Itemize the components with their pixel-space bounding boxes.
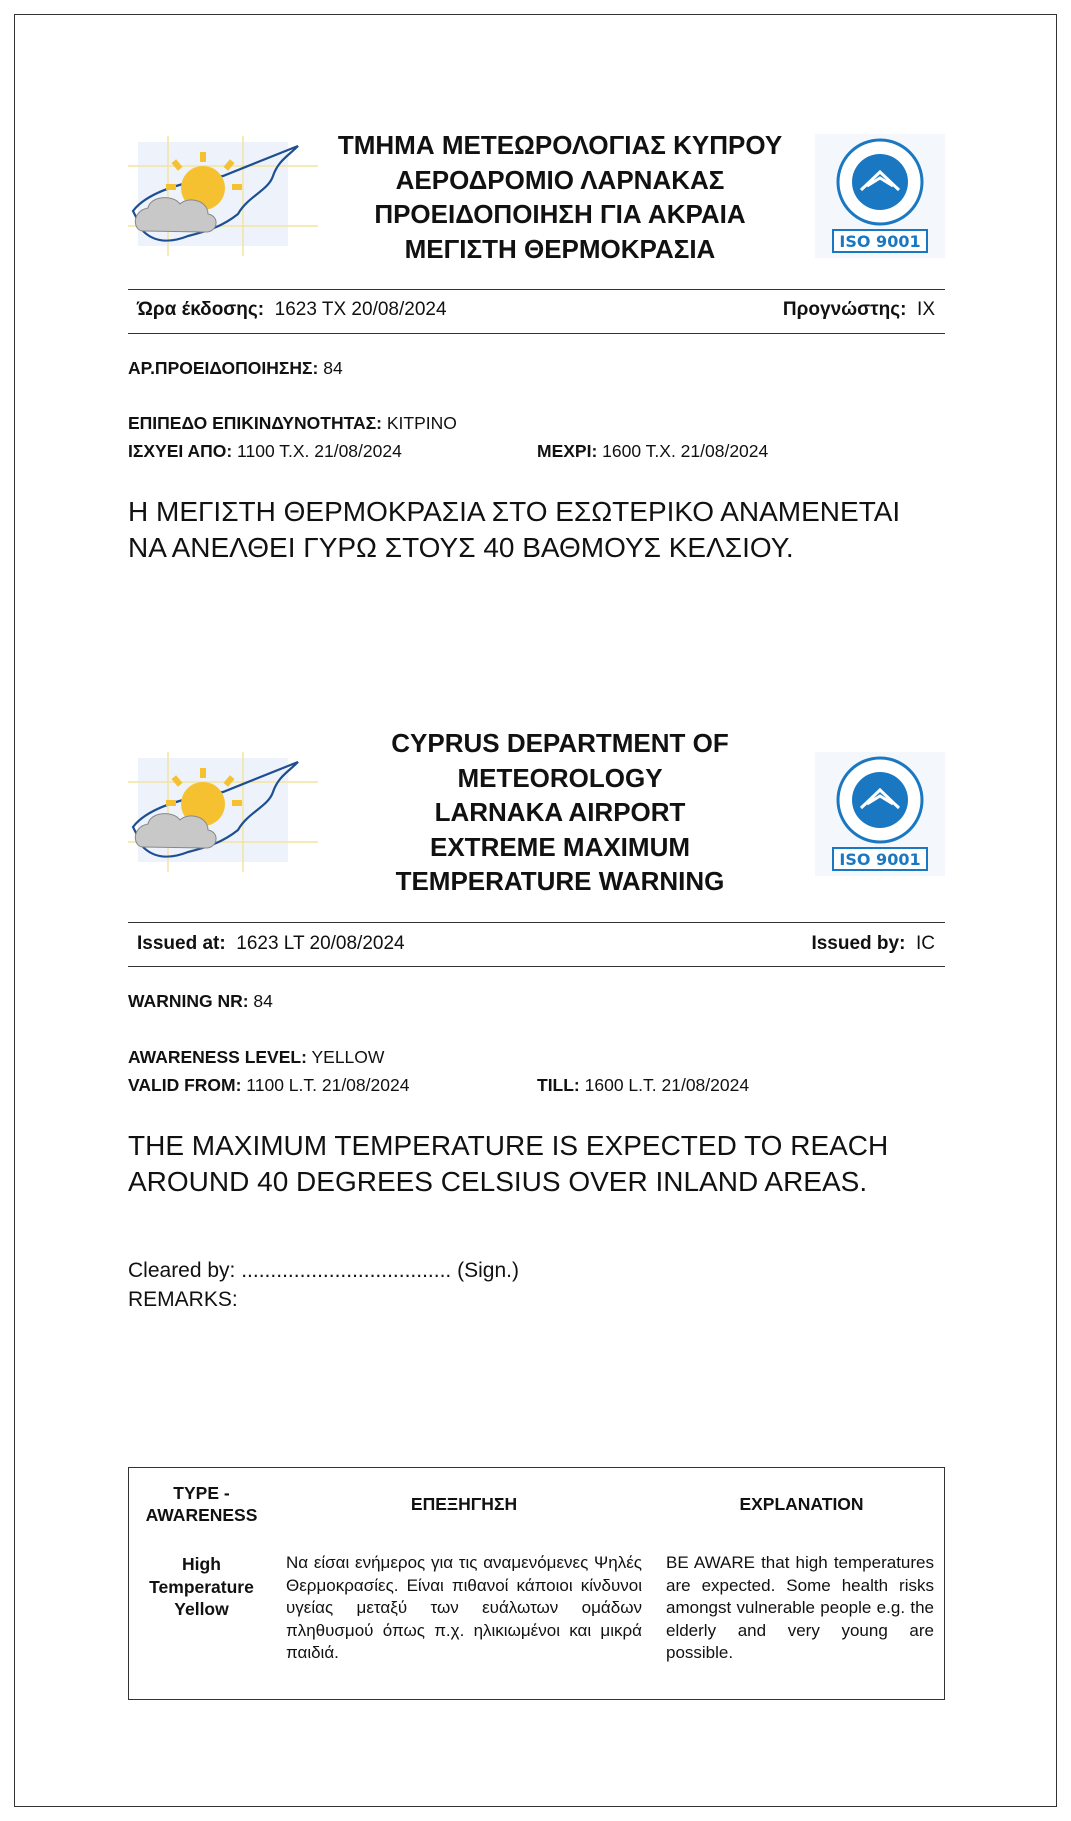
type-line: Temperature <box>149 1576 254 1597</box>
greek-level <box>128 413 457 434</box>
message-line: AROUND 40 DEGREES CELSIUS OVER INLAND AREAS. <box>128 1166 868 1197</box>
english-till <box>537 1075 749 1096</box>
till-label: ΜΕΧΡΙ: <box>537 441 598 461</box>
header-rule-bottom <box>128 333 945 334</box>
type-line: Yellow <box>174 1599 229 1619</box>
awareness-table <box>128 1467 945 1700</box>
level-label: ΕΠΙΠΕΔΟ ΕΠΙΚΙΝΔΥΝΟΤΗΤΑΣ: <box>128 413 382 433</box>
message-line: ΝΑ ΑΝΕΛΘΕΙ ΓΥΡΩ ΣΤΟΥΣ 40 ΒΑΘΜΟΥΣ ΚΕΛΣΙΟΥ. <box>128 532 794 563</box>
header-line: TYPE - <box>173 1483 230 1503</box>
english-valid-from <box>128 1075 409 1096</box>
title-line: METEOROLOGY <box>457 762 663 793</box>
issued-label: Ώρα έκδοσης: <box>137 299 265 320</box>
cyprus-met-logo <box>128 136 318 256</box>
message-line: Η ΜΕΓΙΣΤΗ ΘΕΡΜΟΚΡΑΣΙΑ ΣΤΟ ΕΣΩΤΕΡΙΚΟ ΑΝΑΜΕΝΕΤΑΙ <box>128 496 901 527</box>
remarks-label: REMARKS: <box>128 1288 238 1311</box>
title-line: CYPRUS DEPARTMENT OF <box>391 728 729 758</box>
level-label: AWARENESS LEVEL: <box>128 1047 307 1067</box>
title-line: LARNAKA AIRPORT <box>434 797 686 827</box>
greek-explanation-header: ΕΠΕΞΗΓΗΣΗ <box>410 1494 518 1514</box>
english-issue-row <box>128 933 945 963</box>
valid-from-label: VALID FROM: <box>128 1075 242 1095</box>
issued-value: 1623 ΤΧ 20/08/2024 <box>274 299 447 320</box>
header-rule-top <box>128 289 945 290</box>
valid-from-label: ΙΣΧΥΕΙ ΑΠΟ: <box>128 441 233 461</box>
level-value: ΚΙΤΡΙΝΟ <box>386 413 457 433</box>
awareness-type-cell <box>129 1553 274 1621</box>
warning-nr-label: WARNING NR: <box>128 991 249 1011</box>
greek-explanation-cell: Να είσαι ενήμερος για τις αναμενόμενες Ψηλές Θερμοκρασίες. Είναι πιθανοί κάποιοι κίνδυνοι υγείας μεταξύ των ευάλωτων ομάδων πληθυσμού όπως π.χ. ηλικιωμένοι και μικρά παιδιά. <box>286 1553 642 1662</box>
english-title <box>320 726 800 899</box>
english-warning-nr <box>128 991 273 1012</box>
title-line: ΜΕΓΙΣΤΗ ΘΕΡΜΟΚΡΑΣΙΑ <box>404 233 716 264</box>
title-line: ΤΜΗΜΑ ΜΕΤΕΩΡΟΛΟΓΙΑΣ ΚΥΠΡΟΥ <box>337 130 783 160</box>
english-explanation-header: EXPLANATION <box>739 1494 864 1514</box>
greek-till <box>537 441 768 462</box>
title-line: TEMPERATURE WARNING <box>395 866 725 896</box>
iso-9001-text: ISO 9001 <box>839 232 921 251</box>
english-level <box>128 1047 384 1068</box>
forecaster-label: Προγνώστης: <box>782 299 907 320</box>
iso-9001-seal <box>815 752 945 876</box>
level-value: YELLOW <box>311 1047 385 1067</box>
english-explanation-cell: BE AWARE that high temperatures are expected. Some health risks amongst vulnerable people e.g. the elderly and very young are possible. <box>666 1553 934 1662</box>
header-rule-top <box>128 922 945 923</box>
type-line: High <box>182 1554 221 1574</box>
forecaster-field <box>783 299 935 321</box>
type-awareness-header <box>129 1482 274 1526</box>
english-message <box>128 1128 958 1200</box>
till-value: 1600 L.T. 21/08/2024 <box>584 1075 750 1095</box>
valid-from-value: 1100 L.T. 21/08/2024 <box>246 1075 410 1095</box>
valid-from-value: 1100 Τ.Χ. 21/08/2024 <box>237 441 402 461</box>
cyprus-met-logo <box>128 752 318 872</box>
warning-nr-value: 84 <box>323 358 343 378</box>
forecaster-label: Issued by: <box>811 933 906 954</box>
issued-label: Issued at: <box>137 933 226 954</box>
title-line: ΑΕΡΟΔΡΟΜΙΟ ΛΑΡΝΑΚΑΣ <box>395 164 725 195</box>
greek-title <box>320 128 800 266</box>
header-rule-bottom <box>128 966 945 967</box>
issued-field <box>137 933 405 955</box>
title-line: EXTREME MAXIMUM <box>430 831 690 862</box>
header-line: AWARENESS <box>145 1505 258 1525</box>
till-label: TILL: <box>537 1075 580 1095</box>
warning-nr-value: 84 <box>253 991 273 1011</box>
greek-valid-from <box>128 441 402 462</box>
forecaster-field <box>811 933 935 955</box>
warning-nr-label: ΑΡ.ΠΡΟΕΙΔΟΠΟΙΗΣΗΣ: <box>128 358 319 378</box>
message-line: THE MAXIMUM TEMPERATURE IS EXPECTED TO REACH <box>128 1130 889 1161</box>
till-value: 1600 Τ.Χ. 21/08/2024 <box>602 441 769 461</box>
issued-value: 1623 LT 20/08/2024 <box>236 933 405 954</box>
iso-9001-seal <box>815 134 945 258</box>
title-line: ΠΡΟΕΙΔΟΠΟΙΗΣΗ ΓΙΑ ΑΚΡΑΙΑ <box>374 199 746 229</box>
forecaster-value: IC <box>916 933 935 954</box>
greek-message <box>128 494 958 566</box>
forecaster-value: IX <box>917 299 935 320</box>
issued-field <box>137 299 447 321</box>
greek-warning-nr <box>128 358 343 379</box>
iso-9001-text: ISO 9001 <box>839 850 921 869</box>
cleared-by-line: Cleared by: .................................... (Sign.) <box>128 1259 519 1282</box>
greek-issue-row <box>128 299 945 329</box>
